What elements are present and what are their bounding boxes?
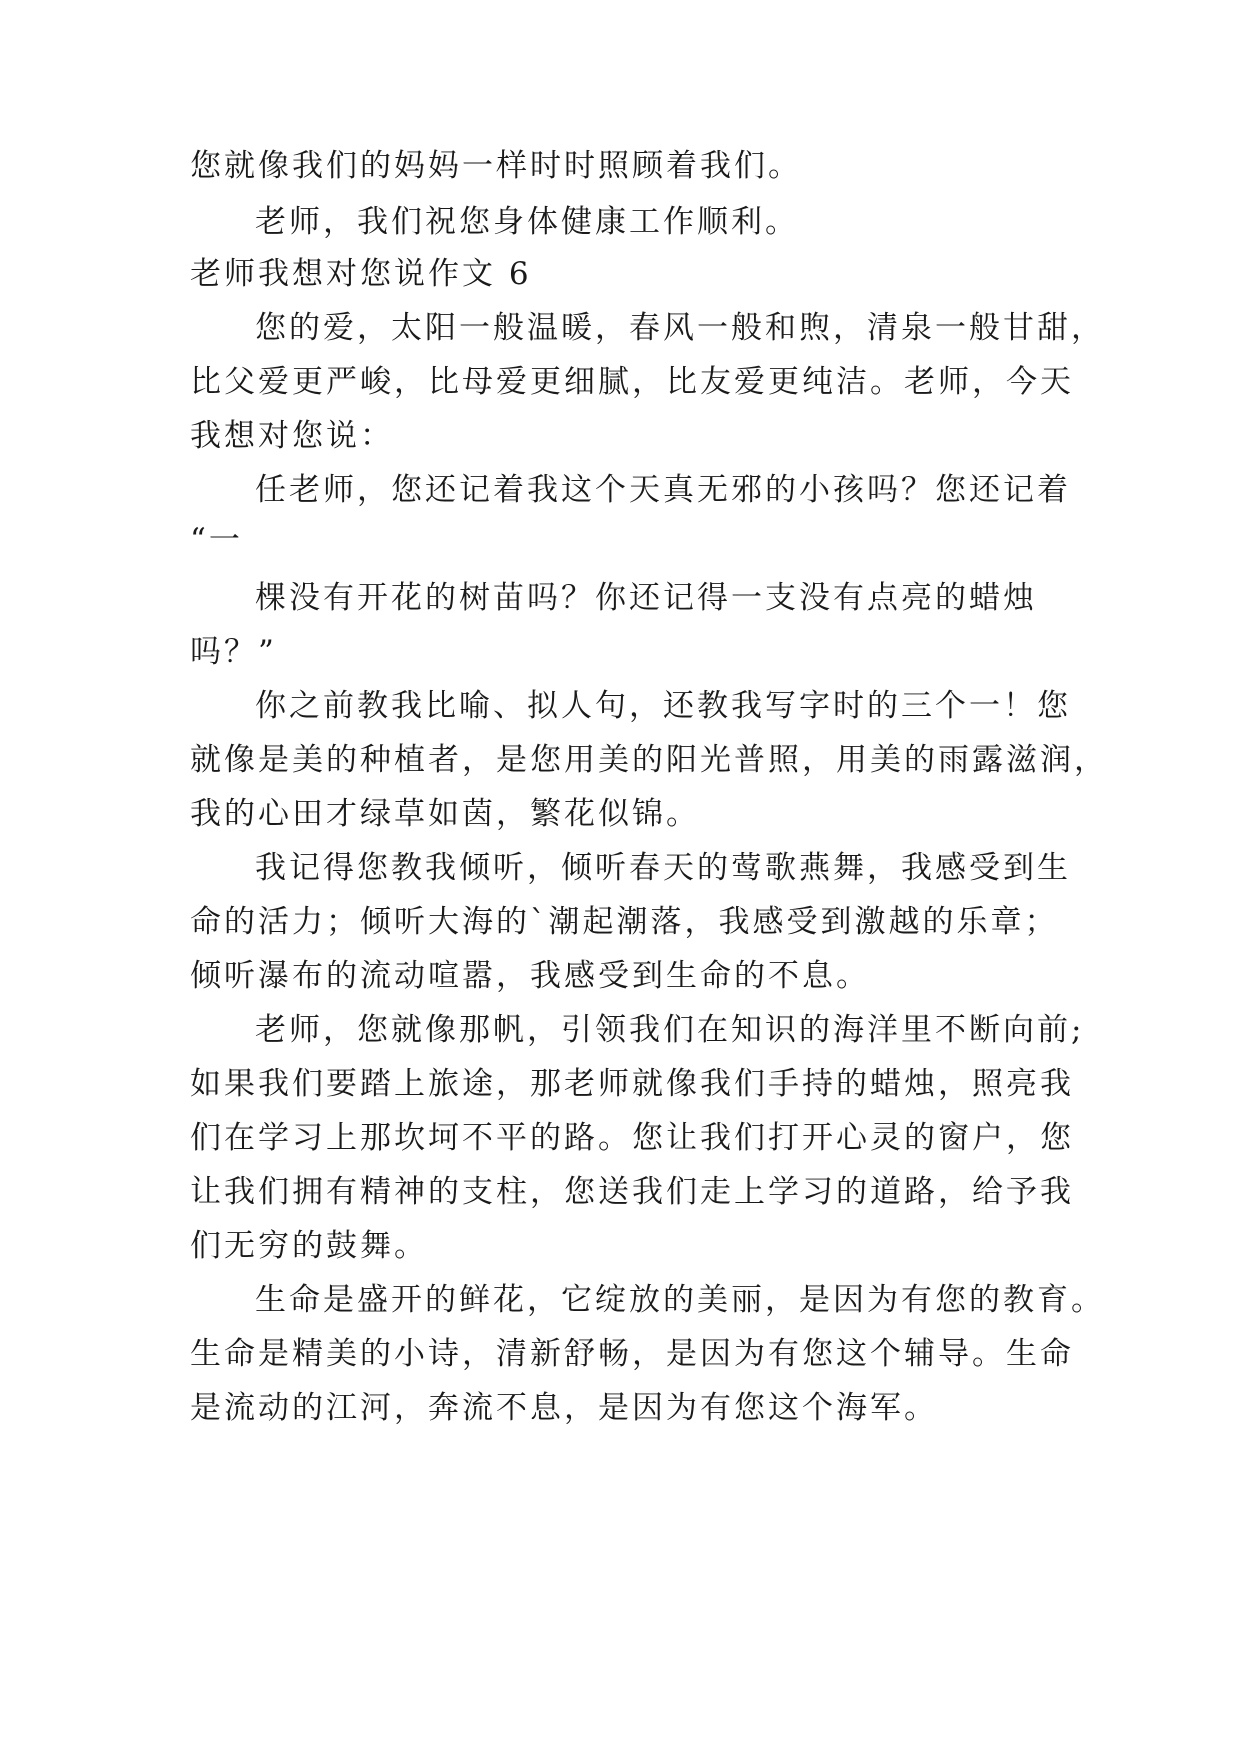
text-line: 就像是美的种植者，是您用美的阳光普照，用美的雨露滋润， [190, 742, 1108, 778]
text-line: 老师，我们祝您身体健康工作顺利。 [255, 204, 799, 240]
text-line: 让我们拥有精神的支柱，您送我们走上学习的道路，给予我 [190, 1174, 1074, 1210]
text-line: 如果我们要踏上旅途，那老师就像我们手持的蜡烛，照亮我 [190, 1066, 1074, 1102]
text-line: 倾听瀑布的流动喧嚣，我感受到生命的不息。 [190, 958, 870, 994]
text-line: 比父爱更严峻，比母爱更细腻，比友爱更纯洁。老师，今天 [190, 364, 1074, 400]
text-line: 生命是精美的小诗，清新舒畅，是因为有您这个辅导。生命 [190, 1336, 1074, 1372]
text-line: 你之前教我比喻、拟人句，还教我写字时的三个一！您 [255, 688, 1071, 724]
text-line: 我记得您教我倾听，倾听春天的莺歌燕舞，我感受到生 [255, 850, 1071, 886]
text-line: 您就像我们的妈妈一样时时照顾着我们。 [190, 148, 802, 184]
text-line: 是流动的江河，奔流不息，是因为有您这个海军。 [190, 1390, 938, 1426]
text-line: 我的心田才绿草如茵，繁花似锦。 [190, 796, 700, 832]
text-line: 命的活力；倾听大海的`潮起潮落，我感受到激越的乐章； [190, 904, 1059, 940]
text-line: 我想对您说： [190, 418, 394, 454]
text-line: 生命是盛开的鲜花，它绽放的美丽，是因为有您的教育。 [255, 1282, 1105, 1318]
text-line: 您的爱，太阳一般温暖，春风一般和煦，清泉一般甘甜， [255, 310, 1105, 346]
text-line: 老师，您就像那帆，引领我们在知识的海洋里不断向前; [255, 1012, 1085, 1048]
text-line: 棵没有开花的树苗吗？你还记得一支没有点亮的蜡烛 [255, 580, 1037, 616]
text-line: 任老师，您还记着我这个天真无邪的小孩吗？您还记着 [255, 472, 1071, 508]
text-line: 们在学习上那坎坷不平的路。您让我们打开心灵的窗户，您 [190, 1120, 1074, 1156]
text-line: 吗？” [190, 634, 277, 670]
section-heading: 老师我想对您说作文 6 [190, 256, 532, 292]
text-line: “一 [190, 522, 243, 558]
text-line: 们无穷的鼓舞。 [190, 1228, 428, 1264]
